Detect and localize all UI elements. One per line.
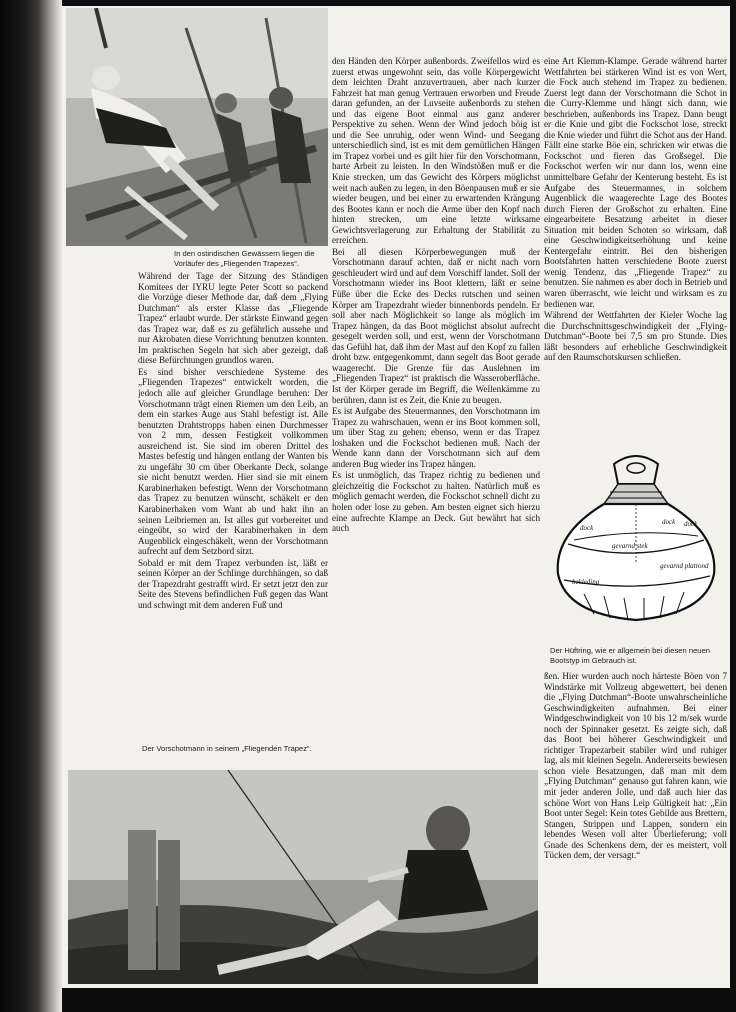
text-column-2 — [332, 56, 540, 764]
column2-paragraph: Bei all diesen Körperbewegungen muß der Vorschotmann darauf achten, daß er nicht nach vorn geschleudert wird und auf dem Vorschiff landet. Soll der Vorschotmann wieder ins Boot klettern, läßt er seine Füße über die Ecke des Decks rutschen und seinen Körper am Trapezdraht wieder binnenbords pendeln. Er soll aber nach Möglichkeit so lange als möglich im Trapez hängen, da das Boot möglichst absolut aufrecht gesegelt werden soll, und erst, wenn der Vorschotmann das Gefühl hat, daß ihm der Mast auf den Kopf zu fallen droht bzw. entgegenkommt, dann segelt das Boot gerade waagerecht. Die Grenze für das Auslehnen im „Fliegenden Trapez“ ist praktisch die Wasseroberfläche. Ist der Körper gerade im Begriff, die Wellenkämme zu berühren, dann ist es Zeit, die Knie zu beugen. — [332, 246, 540, 405]
label-gevarnd-platrond: gevarnd platrond — [660, 562, 709, 570]
label-dock: dock — [684, 520, 698, 528]
label-dock: dock — [580, 524, 594, 532]
column3-paragraph: Während der Wettfahrten der Kieler Woche lag die Durchschnittsgeschwindigkeit der „Flying-Dutchman“-Boote bei 7,5 sm pro Stunde. Dies läßt besonders auf erhebliche Geschwindigkeit auf den Raumschotskursen schließen. — [544, 310, 727, 363]
label-bekleding: bekleding — [572, 578, 600, 586]
hip-harness-diagram — [544, 444, 727, 640]
book-binding-shadow — [0, 0, 62, 1012]
photo-crewman-trapeze-illustration — [68, 770, 538, 984]
photo-crewman-trapeze — [68, 770, 538, 984]
column1-paragraph: Während der Tage der Sitzung des Ständigen Komitees der IYRU legte Peter Scott so packend die Vorzüge dieser Methode dar, daß dem „Flying Dutchman“ als erster Klasse das „Fliegende Trapez“ erlaubt wurde. Der stärkste Einwand gegen das Trapez war, daß es zu gefährlich aussehe und nur Akrobaten diese Vorrichtung benutzen konnten. Im praktischen Segeln hat sich aber gezeigt, daß diese Befürchtungen grundlos waren. — [138, 271, 328, 366]
column1-paragraph: Es sind bisher verschiedene Systeme des „Fliegenden Trapezes“ entwickelt worden, die jedoch alle auf gleicher Grundlage beruhen: Der Vorschotmann trägt einen Riemen um den Leib, an dem ein starkes Auge aus Stahl befestigt ist. Alle benutzten Drahtstropps haben einen Durchmesser von 2 mm, dessen Festigkeit vollkommen ausreichend ist. Sie sind im oberen Drittel des Mastes befestig und hängen entlang der Wanten bis zu ungefähr 30 cm über Oberkante Deck, solange sie nicht benutzt werden. Hier sind sie mit einem Karabinerhaken befestigt. Wenn der Vorschotmann das Trapez zu benutzen wünscht, schäkelt er den Karabinerhaken vom Want ab und hakt ihn an seinen Leibriemen an. Ist alles gut vorbereitet und eingeübt, so wird der Karabinerhaken in dem Augenblick eingeschäkelt, wenn der Vorschotmann aufrecht auf dem Setzbord sitzt. — [138, 366, 328, 557]
text-column-3-bottom — [544, 671, 727, 933]
text-column-1 — [138, 271, 328, 741]
caption-top-photo: In den ostindischen Gewässern liegen die Vorläufer des „Fliegenden Trapezes“. — [174, 249, 315, 268]
label-dock: dock — [662, 518, 676, 526]
column2-paragraph: den Händen den Körper außenbords. Zweifellos wird es zuerst etwas ungewohnt sein, das volle Körpergewicht dem leichten Draht anzuvertrauen, aber nach kurzer Fahrzeit hat man genug Vertrauen erworben und Freude daran gefunden, an der Luvseite außenbords zu stehen und das eigene Boot einmal aus ganz anderer Perspektive zu sehen. Wenn der Wind jedoch böig ist und die See unruhig, oder wenn Wind- und Seegang unterschiedlich sind, ist es mit dem gemütlichen Hängen im Trapez vorbei und es gilt hier für den Vorschotmann, harte Arbeit zu leisten. In den Windstößen muß er die Knie strecken, um das Gewicht des Körpers möglichst weit nach außen zu legen, in den Böenpausen muß er sie wieder beugen, und bei einer zu erwartenden Krängung des Bootes kann er noch die Arme über den Kopf nach hinten strecken, um eine letzte wirksame Gewichtsverlagerung zur Erhaltung der Stabilität zu erreichen. — [332, 56, 540, 246]
column2-paragraph: Es ist unmöglich, das Trapez richtig zu bedienen und gleichzeitig die Fockschot zu halten. Natürlich muß es möglich gemacht werden, die Fockschot schnell dicht zu holen oder lose zu geben. Am besten eignet sich hierzu eine aufrechte Klampe an Deck. Gut bewährt hat sich auch — [332, 470, 540, 534]
text-column-3-top — [544, 56, 727, 440]
magazine-page — [62, 6, 730, 988]
column3-paragraph: ßen. Hier wurden auch noch härteste Böen von 7 Windstärke mit Vollzeug abgewettert, bei denen die „Flying Dutchman“-Boote unwahrscheinliche Geschwindigkeiten aufnahmen. Bei einer Windgeschwindigkeit von 10 bis 12 m/sek wurde noch der Spinnaker gesetzt. Es zeigte sich, daß das Boot bei höherer Geschwindigkeit und richtiger Trapezarbeit stabiler wird und ruhiger lag, als mit kleinen Segeln. Andererseits bewiesen schon viele Besatzungen, daß man mit dem „Flying Dutchman“ genauso gut fahren kann, wie mit jeder anderen Jolle, und daß auch hier das schöne Wort von Hans Leip Gültigkeit hat: „Ein Boot unter Segel: Kein totes Gebilde aus Brettern, Stangen, Strippen und Lappen, sondern ein lebendes Wesen voll alter Überlieferung; voll Gnade des Schenkens dem, der es meistert, voll Tücken dem, der versagt.“ — [544, 671, 727, 861]
caption-diagram: Der Hüftring, wie er allgemein bei diesen neuen Bootstyp im Gebrauch ist. — [550, 646, 710, 665]
hip-harness-drawing — [544, 444, 727, 640]
caption-middle-photo: Der Vorschotmann in seinem „Fliegenden Trapez“. — [142, 744, 312, 753]
column3-paragraph: eine Art Klemm-Klampe. Gerade während harter Wettfahrten bei stärkeren Wind ist es von Wert, die Fock auch stehend im Trapez zu bedienen. Zuerst legt dann der Vorschotmann die Schot in die Curry-Klemme und hängt sich dann, wie beschrieben, außenbords ins Trapez. Dann beugt er die Knie und gibt die Fockschot lose, streckt die Knie wieder und führt die Schot aus der Hand. Fällt eine starke Böe ein, schricken wir etwas die Fockschot und fieren das Großsegel. Die Fockschot werfen wir nur dann los, wenn eine unmittelbare Gefahr der Kenterung besteht. Es ist Aufgabe des Steuermannes, in solchem Augenblick die waagerechte Lage des Bootes durch Fieren der Großschot zu erhalten. Eine eingearbeitete Besatzung arbeitet in dieser Situation mit beiden Schoten so wirksam, daß eine Geschwindigkeitserhöhung und keine Kentergefahr eintritt. Bei den bisherigen Bootsfahrten hatten verschiedene Boote zuerst wenig Tendenz, das „Fliegende Trapez“ zu benutzen. Sie nahmen es aber doch in Betrieb und waren überrascht, wie leicht und wirksam es zu bedienen war. — [544, 56, 727, 309]
photo-sailors-outrigger — [66, 8, 328, 246]
photo-sailors-outrigger-illustration — [66, 8, 328, 246]
column1-paragraph: Sobald er mit dem Trapez verbunden ist, läßt er seinen Körper an der Schlinge durchhängen, so daß der Trapezdraht gestrafft wird. Er setzt jetzt den zur Seite des Stevens befindlichen Fuß gegen das Want und schwingt mit dem anderen Fuß und — [138, 557, 328, 610]
label-gevarnd-stek: gevarnd stek — [612, 542, 648, 550]
column2-paragraph: Es ist Aufgabe des Steuermannes, den Vorschotmann im Trapez zu wahrschauen, wenn er ins Boot kommen soll, um über Stag zu gehen; ebenso, wenn er das Trapez loshaken und die Fockschot bedienen muß. Nach der Wende kann dann der Vorschotmann sich auf dem anderen Bug wieder ins Trapez hängen. — [332, 406, 540, 469]
